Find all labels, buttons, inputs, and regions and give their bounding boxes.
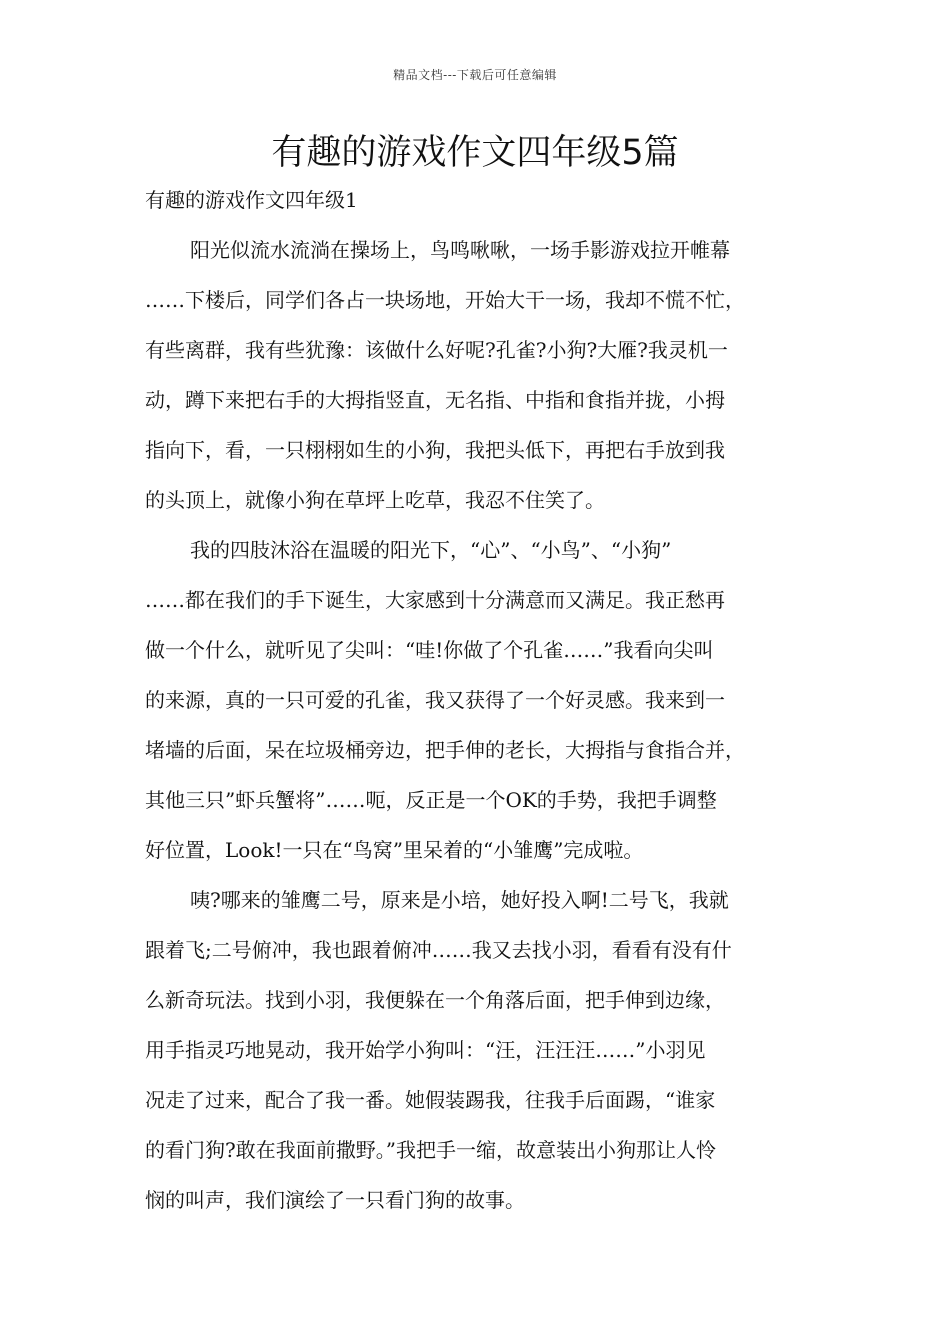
paragraph-line: 阳光似流水流淌在操场上，鸟鸣啾啾，一场手影游戏拉开帷幕 xyxy=(190,238,730,262)
paragraph-line: 悯的叫声，我们演绘了一只看门狗的故事。 xyxy=(145,1188,525,1212)
paragraph-line: ……都在我们的手下诞生，大家感到十分满意而又满足。我正愁再 xyxy=(145,588,725,612)
header-note: 精品文档---下载后可任意编辑 xyxy=(393,68,557,82)
paragraph-line: 动，蹲下来把右手的大拇指竖直，无名指、中指和食指并拢，小拇 xyxy=(145,388,725,412)
paragraph-line: ……下楼后，同学们各占一块场地，开始大干一场，我却不慌不忙， xyxy=(145,288,745,312)
paragraph-line: 况走了过来，配合了我一番。她假装踢我，往我手后面踢，“谁家 xyxy=(145,1088,716,1112)
paragraph-line: 指向下，看，一只栩栩如生的小狗，我把头低下，再把右手放到我 xyxy=(145,438,725,462)
paragraph-line: 咦?哪来的雏鹰二号，原来是小培，她好投入啊!二号飞，我就 xyxy=(190,888,729,912)
paragraph-line: 用手指灵巧地晃动，我开始学小狗叫：“汪，汪汪汪……”小羽见 xyxy=(145,1038,706,1062)
paragraph-3 xyxy=(145,883,825,1233)
paragraph-line: 做一个什么，就听见了尖叫：“哇!你做了个孔雀……”我看向尖叫 xyxy=(145,638,714,662)
paragraph-1 xyxy=(145,233,825,533)
document-body xyxy=(145,183,825,1233)
paragraph-line: 其他三只”虾兵蟹将”……呃，反正是一个OK的手势，我把手调整 xyxy=(145,788,717,812)
paragraph-line: 堵墙的后面，呆在垃圾桶旁边，把手伸的老长，大拇指与食指合并， xyxy=(145,738,745,762)
paragraph-line: 的看门狗?敢在我面前撒野。”我把手一缩，故意装出小狗那让人怜 xyxy=(145,1138,716,1162)
paragraph-line: 的来源，真的一只可爱的孔雀，我又获得了一个好灵感。我来到一 xyxy=(145,688,725,712)
paragraph-line: 的头顶上，就像小狗在草坪上吃草，我忍不住笑了。 xyxy=(145,488,605,512)
document-title: 有趣的游戏作文四年级5篇 xyxy=(271,133,679,173)
paragraph-line: 么新奇玩法。找到小羽，我便躲在一个角落后面，把手伸到边缘， xyxy=(145,988,725,1012)
paragraph-2 xyxy=(145,533,825,883)
paragraph-line: 我的四肢沐浴在温暖的阳光下，“心”、“小鸟”、“小狗” xyxy=(190,538,672,562)
paragraph-line: 有些离群，我有些犹豫：该做什么好呢?孔雀?小狗?大雁?我灵机一 xyxy=(145,338,728,362)
paragraph-line: 跟着飞;二号俯冲，我也跟着俯冲……我又去找小羽，看看有没有什 xyxy=(145,938,732,962)
paragraph-line: 好位置，Look!一只在“鸟窝”里呆着的“小雏鹰”完成啦。 xyxy=(145,838,644,862)
essay-subtitle: 有趣的游戏作文四年级1 xyxy=(145,188,358,212)
